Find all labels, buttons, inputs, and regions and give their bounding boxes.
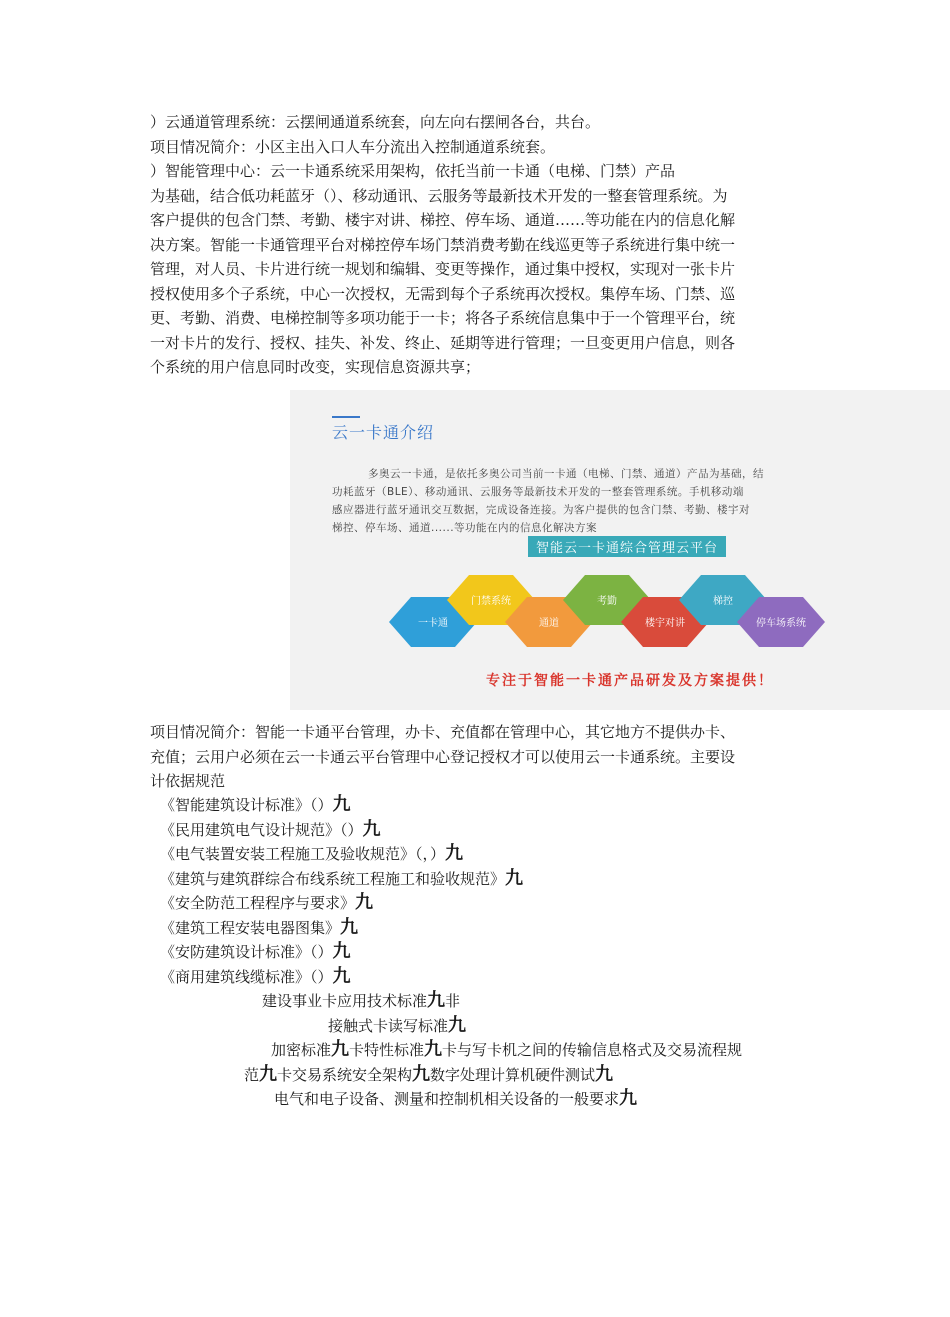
hexagon-label: 梯控	[713, 596, 733, 607]
figure-text-line: 多奥云一卡通，是依托多奥公司当前一卡通（电梯、门禁、通道）产品为基础，结	[368, 468, 764, 480]
text-line: 客户提供的包含门禁、考勤、楼宇对讲、梯控、停车场、通道……等功能在内的信息化解	[150, 211, 736, 229]
text-line	[262, 989, 460, 1014]
standard-mark: 九	[595, 1063, 614, 1085]
hexagon-label: 楼宇对讲	[645, 618, 685, 629]
text-line: 为基础，结合低功耗蓝牙（）、移动通讯、云服务等最新技术开发的一整套管理系统。为	[150, 186, 728, 205]
text-line: 项目情况简介：小区主出入口人车分流出入控制通道系统套。	[150, 137, 556, 156]
text-span: 卡交易系统安全架构	[277, 1065, 413, 1084]
figure-text-line: 梯控、停车场、通道......等功能在内的信息化解决方案	[332, 522, 598, 534]
list-item	[160, 916, 358, 941]
hexagon-label: 停车场系统	[756, 618, 806, 629]
figure-slogan: 专注于智能一卡通产品研发及方案提供！	[486, 673, 774, 689]
platform-banner: 智能云一卡通综合管理云平台	[528, 536, 726, 557]
text-span: 电气和电子设备、测量和控制机相关设备的一般要求	[274, 1090, 620, 1108]
list-item	[160, 891, 373, 916]
text-line	[328, 1014, 466, 1039]
hexagon-diagram	[290, 390, 950, 710]
hexagon-label: 门禁系统	[471, 596, 511, 607]
list-item	[160, 965, 351, 990]
standard-mark: 九	[445, 843, 464, 864]
text-span: 范	[244, 1065, 260, 1084]
standard-title: 《商用建筑线缆标准》（）	[160, 967, 333, 986]
text-line	[274, 1087, 637, 1112]
standard-mark: 九	[355, 892, 374, 913]
standard-mark: 九	[362, 818, 381, 840]
text-span: 建设事业卡应用技术标准	[262, 992, 428, 1010]
standard-title: 《智能建筑设计标准》（）	[160, 796, 333, 814]
list-item	[160, 842, 463, 867]
standard-mark: 九	[340, 916, 359, 938]
standard-title: 《建筑工程安装电器图集》	[160, 918, 341, 937]
standard-mark: 九	[424, 1039, 443, 1060]
text-line	[271, 1038, 742, 1063]
text-span: 卡与写卡机之间的传输信息格式及交易流程规	[442, 1041, 743, 1059]
text-line: 授权使用多个子系统，中心一次授权，无需到每个子系统再次授权。集停车场、门禁、巡	[150, 284, 736, 303]
hexagon-label: 考勤	[597, 596, 617, 607]
text-span: 数字处理计算机硬件测试	[430, 1065, 596, 1084]
text-span: 非	[445, 992, 461, 1010]
text-line: 计依据规范	[150, 772, 226, 790]
figure-title: 云一卡通介绍	[332, 423, 435, 442]
standard-mark: 九	[412, 1063, 431, 1085]
standard-mark: 九	[448, 1014, 467, 1036]
standard-mark: 九	[332, 941, 351, 962]
standard-title: 《建筑与建筑群综合布线系统工程施工和验收规范》	[160, 869, 506, 888]
standard-title: 《民用建筑电气设计规范》（）	[160, 820, 363, 839]
standard-mark: 九	[259, 1063, 278, 1085]
text-line: 更、考勤、消费、电梯控制等多项功能于一卡；将各子系统信息集中于一个管理平台，统	[150, 309, 736, 327]
text-line: 一对卡片的发行、授权、挂失、补发、终止、延期等进行管理；一旦变更用户信息，则各	[150, 333, 736, 352]
hexagon-label: 通道	[539, 618, 559, 629]
text-line: 项目情况简介：智能一卡通平台管理，办卡、充值都在管理中心，其它地方不提供办卡、	[150, 723, 736, 741]
list-item	[160, 793, 351, 818]
standard-title: 《安全防范工程程序与要求》	[160, 894, 356, 912]
text-line: 充值；云用户必须在云一卡通云平台管理中心登记授权才可以使用云一卡通系统。主要设	[150, 747, 736, 766]
standard-mark: 九	[332, 794, 351, 815]
list-item	[160, 940, 351, 965]
standard-mark: 九	[427, 990, 446, 1011]
text-span: 接触式卡读写标准	[328, 1016, 449, 1035]
text-line: 个系统的用户信息同时改变，实现信息资源共享；	[150, 358, 481, 376]
figure-text-line: 功耗蓝牙（BLE）、移动通讯、云服务等最新技术开发的一整套管理系统。手机移动端	[332, 486, 744, 498]
text-line: ）云通道管理系统：云摆闸通道系统套，向左向右摆闸各台，共台。	[150, 113, 601, 131]
standard-mark: 九	[331, 1039, 350, 1060]
standard-mark: 九	[619, 1088, 638, 1109]
standard-title: 《电气装置安装工程施工及验收规范》（，）	[160, 845, 446, 863]
standard-mark: 九	[505, 867, 524, 889]
list-item	[160, 867, 523, 892]
intro-figure	[290, 390, 950, 710]
text-line: 决方案。智能一卡通管理平台对梯控停车场门禁消费考勤在线巡更等子系统进行集中统一	[150, 235, 736, 254]
text-span: 加密标准	[271, 1041, 332, 1059]
list-item	[160, 818, 381, 843]
text-line: ）智能管理中心：云一卡通系统采用架构，依托当前一卡通（电梯、门禁）产品	[150, 162, 676, 180]
hexagon-label: 一卡通	[418, 618, 448, 629]
text-line	[244, 1063, 613, 1088]
standard-mark: 九	[332, 965, 351, 987]
figure-text-line: 感应器进行蓝牙通讯交互数据，完成设备连接。为客户提供的包含门禁、考勤、楼宇对	[332, 504, 750, 516]
text-span: 卡特性标准	[349, 1041, 425, 1059]
standard-title: 《安防建筑设计标准》（）	[160, 943, 333, 961]
text-line: 管理，对人员、卡片进行统一规划和编辑、变更等操作，通过集中授权，实现对一张卡片	[150, 260, 736, 278]
